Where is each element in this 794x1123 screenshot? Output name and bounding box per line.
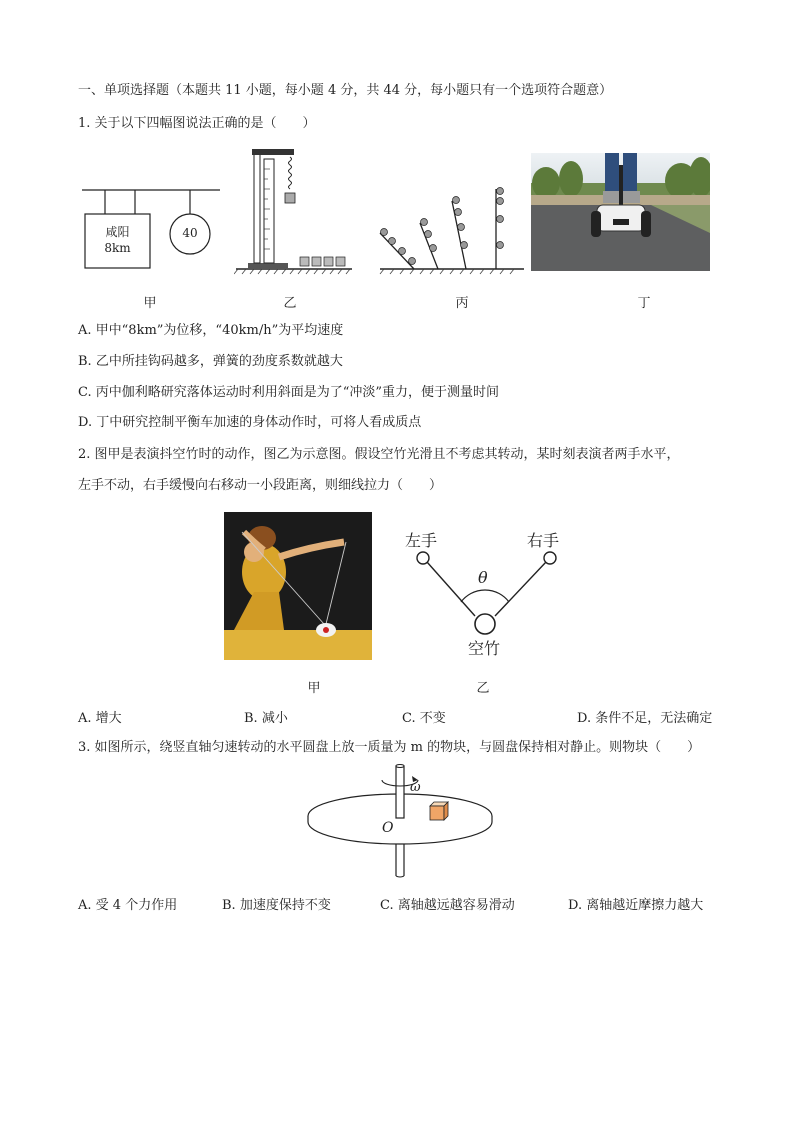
q2-stem-line1: 2. 图甲是表演抖空竹时的动作，图乙为示意图。假设空竹光滑且不考虑其转动，某时刻表演者两手水平， xyxy=(78,447,680,462)
q2-stem-line2: 左手不动，右手缓慢向右移动一小段距离，则细线拉力（ ） xyxy=(78,478,443,493)
theta-label: θ xyxy=(478,568,488,587)
diabolo-label: 空竹 xyxy=(468,639,501,658)
q2-figure-jia-photo xyxy=(224,512,372,660)
right-hand-label: 右手 xyxy=(527,531,560,550)
q1-figure-yi xyxy=(234,145,354,275)
q1-stem: 1. 关于以下四幅图说法正确的是（ ） xyxy=(78,116,316,131)
q3-option-c: C. 离轴越远越容易滑动 xyxy=(380,898,515,913)
omega-label: ω xyxy=(410,780,421,795)
hook-weight xyxy=(285,193,295,203)
q2-caption-yi: 乙 xyxy=(476,681,490,696)
origin-label: O xyxy=(382,820,394,836)
section-heading: 一、单项选择题（本题共 11 小题，每小题 4 分，共 44 分，每小题只有一个选项符合题意） xyxy=(78,83,613,98)
hook-weights-group xyxy=(300,257,345,266)
q1-option-d: D. 丁中研究控制平衡车加速的身体动作时，可将人看成质点 xyxy=(78,415,422,430)
q2-option-a: A. 增大 xyxy=(78,711,122,726)
diabolo-circle xyxy=(475,614,495,634)
q3-figure-disk xyxy=(300,760,500,878)
block-cube xyxy=(430,802,448,820)
q3-option-a: A. 受 4 个力作用 xyxy=(78,898,178,913)
q3-option-d: D. 离轴越近摩擦力越大 xyxy=(568,898,704,913)
q1-caption-bing: 丙 xyxy=(455,296,469,311)
q1-figure-ding-photo xyxy=(531,153,710,271)
q2-option-b: B. 减小 xyxy=(244,711,288,726)
q1-option-a: A. 甲中“8km”为位移，“40km/h”为平均速度 xyxy=(78,323,344,338)
rolling-balls xyxy=(381,188,504,265)
q2-figure-yi xyxy=(405,540,575,645)
q2-option-c: C. 不变 xyxy=(402,711,446,726)
q1-option-c: C. 丙中伽利略研究落体运动时利用斜面是为了“冲淡”重力，便于测量时间 xyxy=(78,385,500,400)
rotation-axis xyxy=(396,766,404,818)
q3-stem: 3. 如图所示，绕竖直轴匀速转动的水平圆盘上放一质量为 m 的物块，与圆盘保持相对静止。则物块（ ） xyxy=(78,740,701,755)
q1-figure-bing xyxy=(376,185,526,275)
sign-city: 咸阳 xyxy=(105,225,130,239)
sign-distance: 8km xyxy=(104,241,131,255)
q3-option-b: B. 加速度保持不变 xyxy=(222,898,331,913)
q1-caption-jia: 甲 xyxy=(143,296,157,311)
spring xyxy=(289,157,292,189)
q1-caption-ding: 丁 xyxy=(637,296,651,311)
speed-limit-value: 40 xyxy=(182,226,198,240)
q1-caption-yi: 乙 xyxy=(283,296,297,311)
left-hand-label: 左手 xyxy=(405,531,438,550)
q1-option-b: B. 乙中所挂钩码越多，弹簧的劲度系数就越大 xyxy=(78,354,343,369)
q2-option-d: D. 条件不足，无法确定 xyxy=(577,711,713,726)
q2-caption-jia: 甲 xyxy=(307,681,321,696)
